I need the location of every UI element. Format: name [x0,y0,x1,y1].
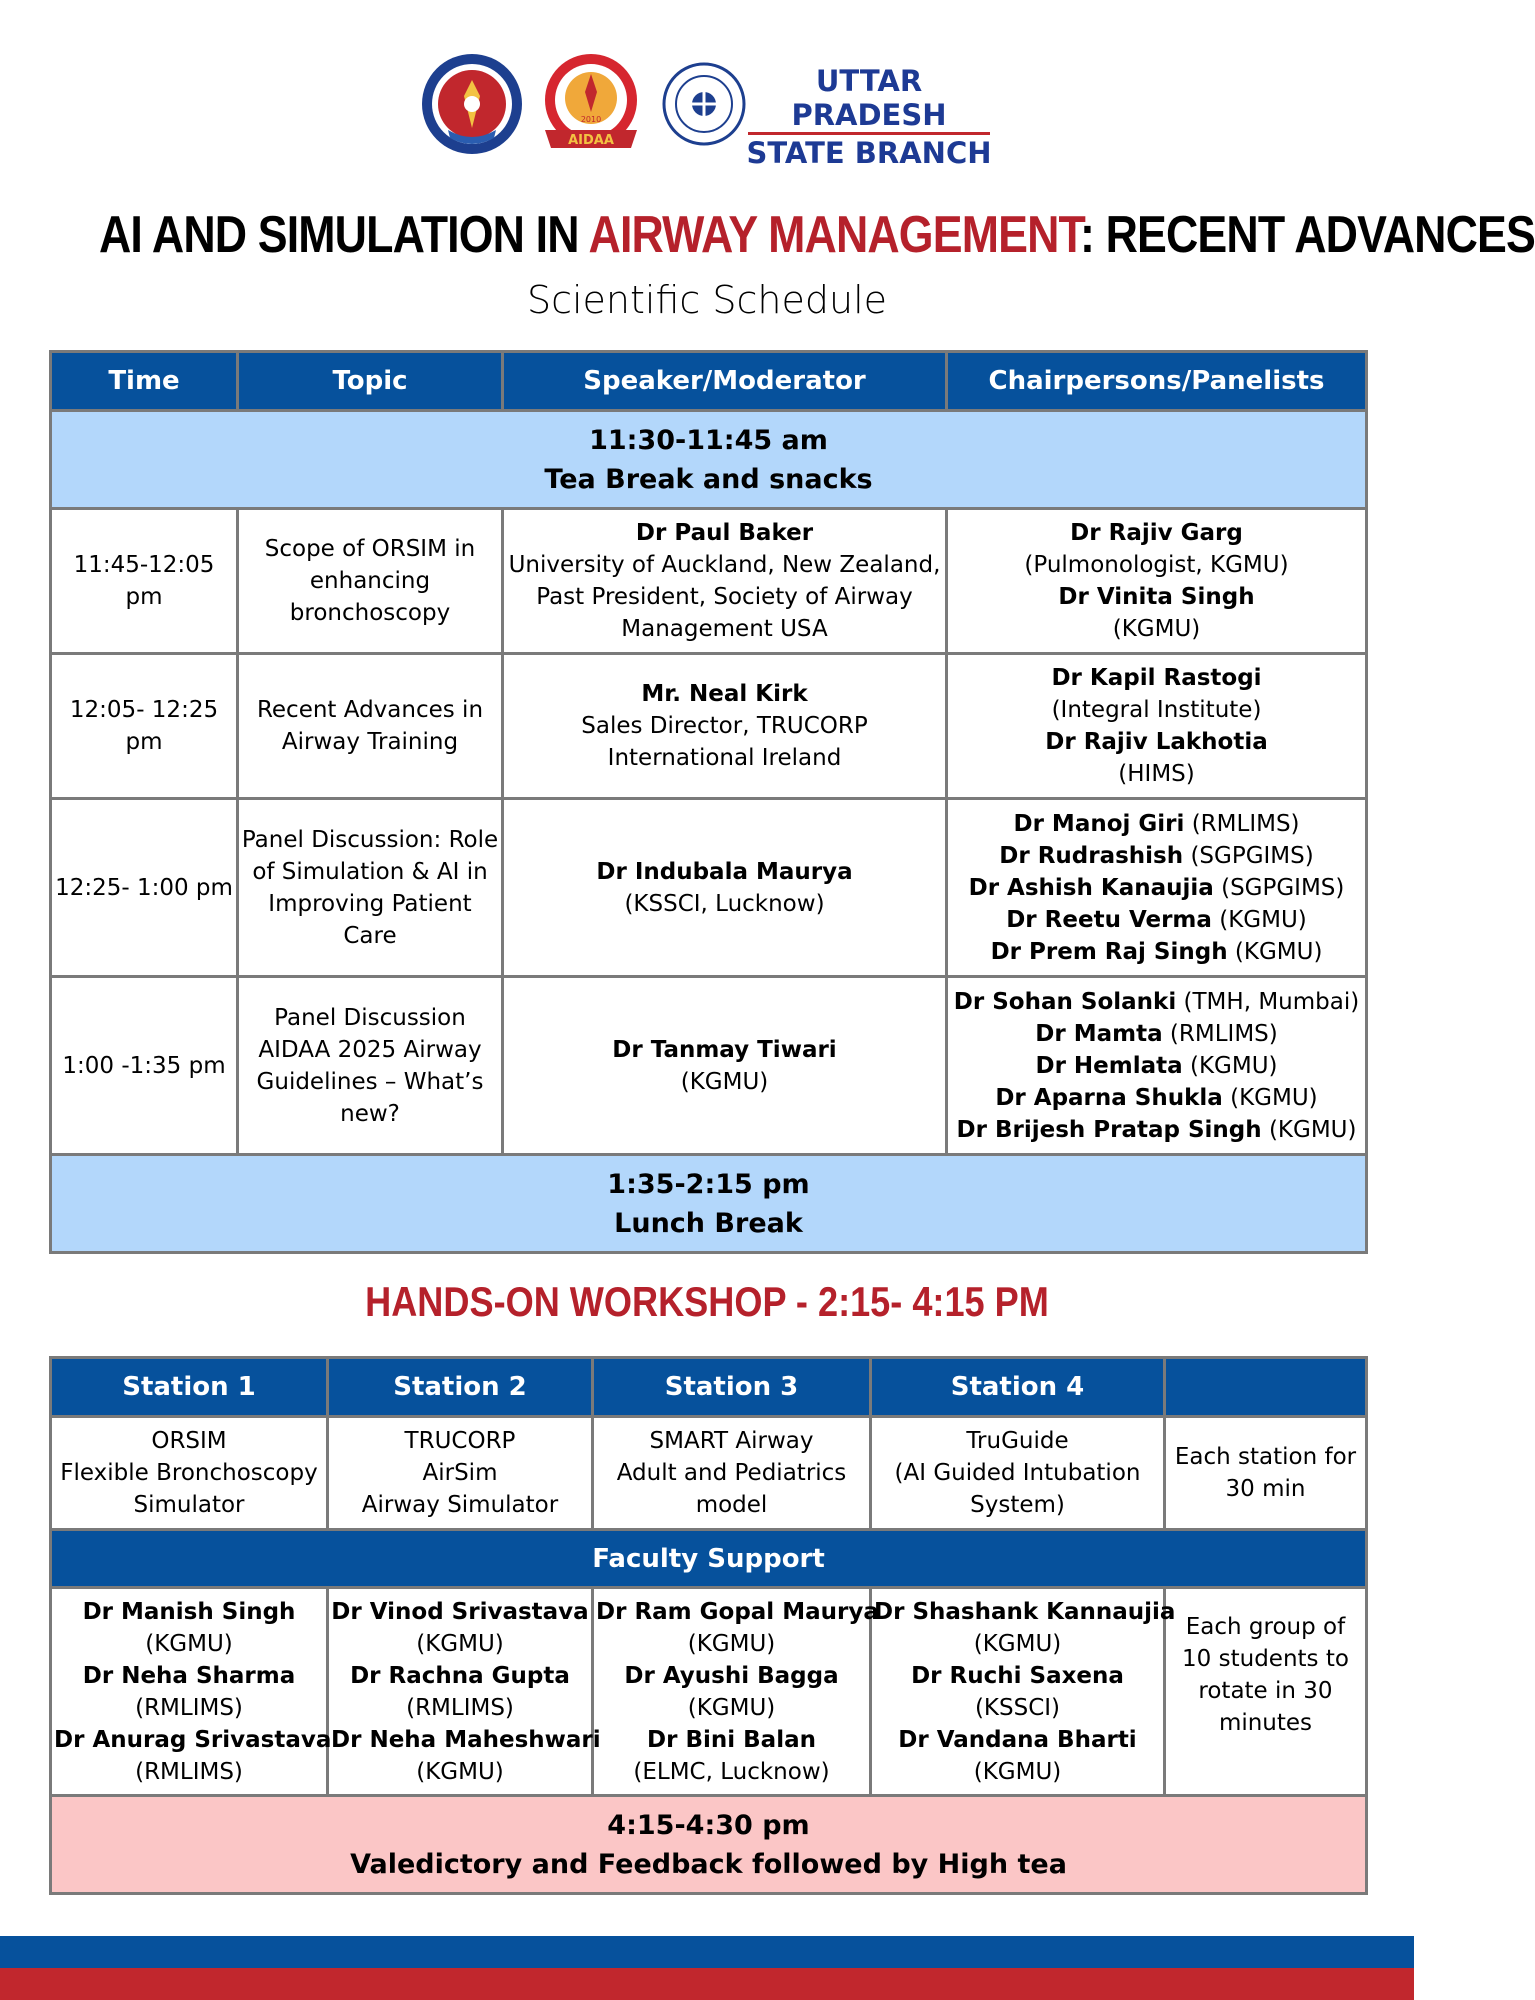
closing-row [51,1796,1367,1894]
workshop-heading: HANDS-ON WORKSHOP - 2:15- 4:15 PM [365,1278,1049,1325]
faculty-affiliation: (KGMU) [687,1694,776,1721]
station-line: AirSim [422,1460,498,1486]
lunch-break-cell [51,1155,1367,1253]
title-highlight: AIRWAY MANAGEMENT [588,206,1080,264]
speaker-name: Dr Tanmay Tiwari [612,1036,837,1063]
station-1-header: Station 1 [51,1358,328,1417]
faculty-affiliation: (RMLIMS) [135,1694,243,1721]
station-line: SMART Airway [649,1428,814,1454]
panelist-affiliation: (Pulmonologist, KGMU) [1024,552,1289,578]
panelist-name: Dr Kapil Rastogi [1051,665,1262,691]
station-row [51,1417,1367,1530]
isa-logo [662,62,746,146]
session-time: 11:45-12:05 pm [51,509,238,654]
session-speaker [503,799,947,977]
faculty-name: Dr Shashank Kannaujia [874,1598,1176,1625]
panelist-name: Dr Sohan Solanki [953,988,1177,1015]
speaker-detail: (KSSCI, Lucknow) [624,890,825,917]
lunch-break-label: Lunch Break [614,1207,803,1239]
panelist-name: Dr Manoj Giri [1013,810,1185,837]
session-panel [947,654,1367,799]
aidaa-logo [535,52,647,160]
station-line: Simulator [133,1492,245,1518]
faculty-affiliation: (KGMU) [973,1630,1062,1657]
panelist-name: Dr Vinita Singh [1058,584,1255,610]
panelist-name: Dr Mamta [1035,1020,1163,1047]
panelist-affiliation: (KGMU) [1268,1116,1357,1143]
aidaa-logo-label: AIDAA [568,133,614,148]
faculty-note: Each group of 10 students to rotate in 30 minutes [1165,1588,1367,1796]
title-part-1: AI AND SIMULATION IN [98,206,589,264]
tea-break-time: 11:30-11:45 am [589,424,828,456]
station-line: Flexible Bronchoscopy [60,1460,318,1486]
panelist-affiliation: (KGMU) [1219,906,1307,933]
branch-line-1: UTTAR PRADESH [791,64,947,132]
faculty-station-4 [871,1588,1176,1796]
station-line: (AI Guided Intubation [894,1460,1141,1486]
panelist-name: Dr Ashish Kanaujia [968,874,1214,901]
closing-cell [51,1796,1367,1894]
speaker-name: Dr Paul Baker [635,520,814,546]
panelist-name: Dr Rajiv Garg [1070,520,1243,546]
faculty-name: Dr Rachna Gupta [350,1662,570,1689]
panelist-affiliation: (KGMU) [1230,1084,1318,1111]
station-note: Each station for 30 min [1165,1417,1367,1530]
speaker-name: Mr. Neal Kirk [641,681,808,707]
panelist-name: Dr Rudrashish [999,842,1184,869]
faculty-affiliation: (KGMU) [145,1630,233,1657]
panelist-affiliation: (KGMU) [1189,1052,1278,1079]
kgmu-seal-logo [420,52,524,156]
station-header-row [51,1358,1367,1417]
table-row [51,977,1367,1155]
logo-strip [0,52,1414,170]
station-line: ORSIM [151,1428,227,1454]
faculty-affiliation: (KGMU) [416,1758,504,1785]
faculty-affiliation: (RMLIMS) [406,1694,514,1721]
faculty-heading: Faculty Support [51,1530,1367,1588]
branch-line-2: STATE BRANCH [746,136,992,170]
faculty-station-3 [593,1588,879,1796]
closing-label: Valedictory and Feedback followed by High tea [350,1848,1067,1880]
workshop-table [49,1356,1368,1895]
header-time: Time [51,352,238,411]
aidaa-logo-year: 2010 [580,115,602,124]
faculty-station-1 [51,1588,332,1796]
schedule-header-row [51,352,1367,411]
station-line: model [695,1492,768,1518]
session-topic: Recent Advances in Airway Training [238,654,503,799]
session-topic: Scope of ORSIM in enhancing bronchoscopy [238,509,503,654]
lunch-break-time: 1:35-2:15 pm [607,1168,810,1200]
faculty-station-2 [328,1588,601,1796]
tea-break-cell [51,411,1367,509]
station-line: Adult and Pediatrics [616,1460,847,1486]
station-4-header: Station 4 [871,1358,1165,1417]
station-2-header: Station 2 [328,1358,593,1417]
panelist-name: Dr Reetu Verma [1006,906,1212,933]
session-speaker [503,509,947,654]
panelist-name: Dr Rajiv Lakhotia [1045,729,1268,755]
faculty-name: Dr Manish Singh [82,1598,296,1625]
schedule-table [49,350,1368,1254]
station-line: System) [970,1492,1065,1518]
faculty-header-row [51,1530,1367,1588]
station-1-description [51,1417,328,1530]
panelist-name: Dr Brijesh Pratap Singh [956,1116,1262,1143]
state-branch-label [746,64,992,171]
panelist-affiliation: (KGMU) [1112,616,1201,642]
faculty-name: Dr Bini Balan [647,1726,816,1753]
page-subtitle: Scientific Schedule [526,278,888,322]
session-speaker [503,977,947,1155]
session-time: 12:25- 1:00 pm [51,799,238,977]
panelist-affiliation: (KGMU) [1234,938,1323,965]
speaker-detail: (KGMU) [680,1068,769,1095]
session-topic: Panel Discussion AIDAA 2025 Airway Guidelines – What’s new? [238,977,503,1155]
faculty-affiliation: (KSSCI) [974,1694,1061,1721]
faculty-row [51,1588,1367,1796]
session-panel [947,977,1367,1155]
faculty-name: Dr Neha Maheshwari [331,1726,601,1753]
panelist-affiliation: (SGPGIMS) [1190,842,1314,869]
title-part-2: : RECENT ADVANCES [1079,206,1535,264]
session-speaker [503,654,947,799]
footer-blue-band [0,1936,1414,1968]
session-time: 12:05- 12:25 pm [51,654,238,799]
station-3-header: Station 3 [593,1358,871,1417]
speaker-detail: Sales Director, TRUCORP International Ireland [581,713,868,771]
panelist-name: Dr Hemlata [1035,1052,1183,1079]
session-panel [947,509,1367,654]
panelist-affiliation: (RMLIMS) [1191,810,1300,837]
panelist-name: Dr Aparna Shukla [995,1084,1223,1111]
station-blank-header [1165,1358,1367,1417]
station-2-description [328,1417,593,1530]
faculty-affiliation: (KGMU) [973,1758,1062,1785]
faculty-name: Dr Neha Sharma [82,1662,296,1689]
panelist-name: Dr Prem Raj Singh [990,938,1228,965]
faculty-name: Dr Vandana Bharti [898,1726,1137,1753]
session-time: 1:00 -1:35 pm [51,977,238,1155]
faculty-affiliation: (RMLIMS) [135,1758,243,1785]
footer-red-band [0,1968,1414,2000]
station-line: TruGuide [966,1428,1069,1454]
session-topic: Panel Discussion: Role of Simulation & AI in Improving Patient Care [238,799,503,977]
tea-break-label: Tea Break and snacks [544,463,873,495]
closing-time: 4:15-4:30 pm [607,1809,810,1841]
panelist-affiliation: (Integral Institute) [1051,697,1262,723]
station-line: TRUCORP [404,1428,516,1454]
panelist-affiliation: (HIMS) [1118,761,1195,787]
faculty-affiliation: (KGMU) [687,1630,776,1657]
tea-break-row [51,411,1367,509]
faculty-name: Dr Vinod Srivastava [331,1598,589,1625]
panelist-affiliation: (RMLIMS) [1169,1020,1278,1047]
faculty-name: Dr Ayushi Bagga [624,1662,839,1689]
header-panel: Chairpersons/Panelists [947,352,1367,411]
station-4-description [871,1417,1165,1530]
faculty-affiliation: (KGMU) [416,1630,504,1657]
faculty-name: Dr Ram Gopal Maurya [596,1598,879,1625]
faculty-name: Dr Ruchi Saxena [911,1662,1124,1689]
table-row [51,654,1367,799]
header-speaker: Speaker/Moderator [503,352,947,411]
lunch-break-row [51,1155,1367,1253]
speaker-name: Dr Indubala Maurya [596,858,853,885]
table-row [51,799,1367,977]
panelist-affiliation: (SGPGIMS) [1221,874,1345,901]
faculty-name: Dr Anurag Srivastava [54,1726,332,1753]
station-3-description [593,1417,871,1530]
table-row [51,509,1367,654]
session-panel [947,799,1367,977]
panelist-affiliation: (TMH, Mumbai) [1183,988,1360,1015]
faculty-affiliation: (ELMC, Lucknow) [633,1758,830,1785]
page-title [98,205,1535,265]
header-topic: Topic [238,352,503,411]
station-line: Airway Simulator [361,1492,559,1518]
speaker-detail: University of Auckland, New Zealand, Past President, Society of Airway Management USA [508,552,941,642]
